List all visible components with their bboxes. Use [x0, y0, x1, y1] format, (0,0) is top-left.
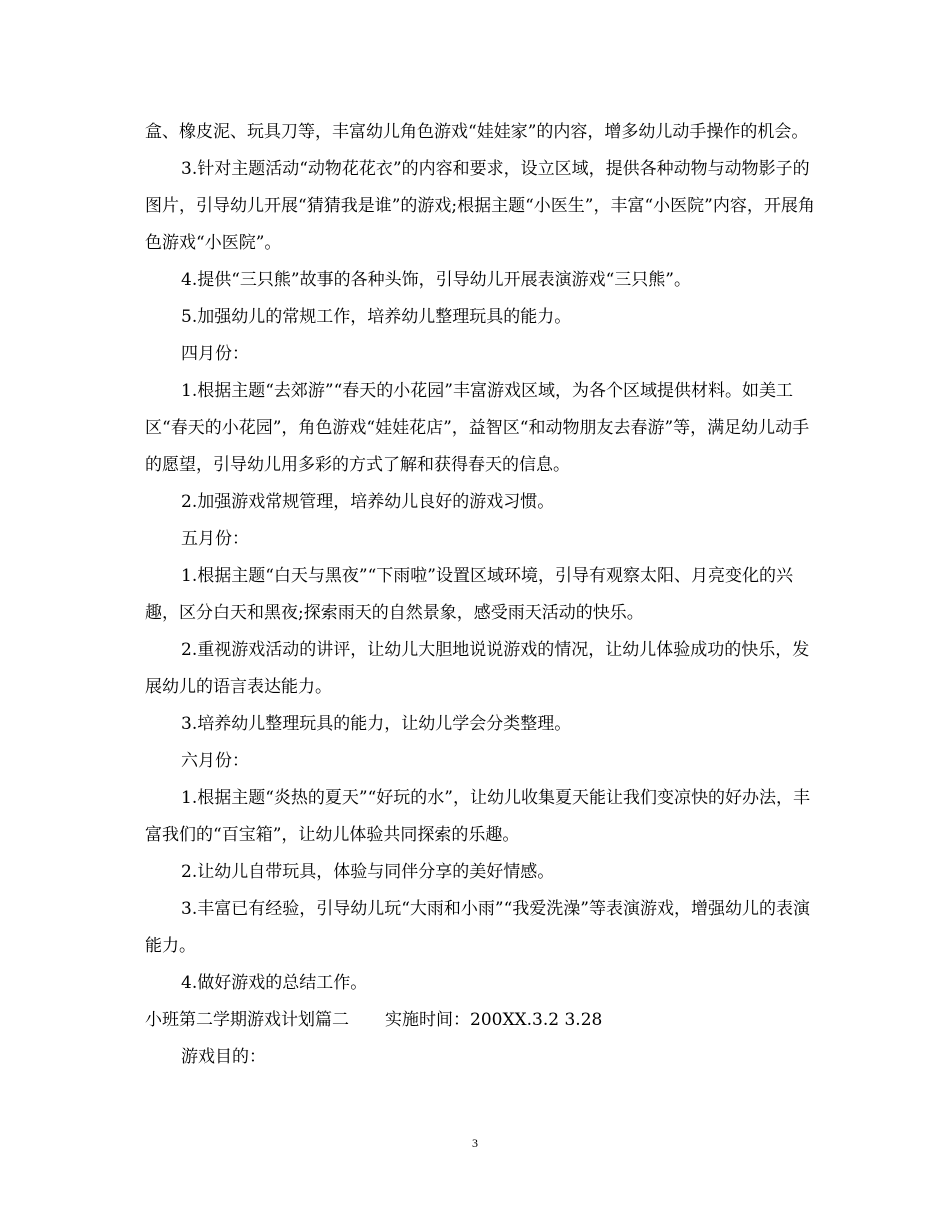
paragraph: 4.提供“三只熊”故事的各种头饰，引导幼儿开展表演游戏“三只熊”。	[181, 270, 691, 290]
paragraph: 1.根据主题“炎热的夏天”“好玩的水”，让幼儿收集夏天能让我们变凉快的好办法，丰富我们的“百宝箱”，让幼儿体验共同探索的乐趣。	[145, 788, 810, 845]
page-number: 3	[472, 1136, 478, 1150]
paragraph: 5.加强幼儿的常规工作，培养幼儿整理玩具的能力。	[181, 307, 572, 327]
paragraph: 2.重视游戏活动的讲评，让幼儿大胆地说说游戏的情况，让幼儿体验成功的快乐，发展幼儿的语言表达能力。	[145, 640, 810, 697]
paragraph: 1.根据主题“去郊游”“春天的小花园”丰富游戏区域，为各个区域提供材料。如美工区“春天的小花园”，角色游戏“娃娃花店”，益智区“和动物朋友去春游”等，满足幼儿动手的愿望，引导幼儿用多彩的方式了解和获得春天的信息。	[145, 381, 810, 475]
paragraph: 3.培养幼儿整理玩具的能力，让幼儿学会分类整理。	[181, 714, 572, 734]
goal-label: 游戏目的：	[181, 1047, 266, 1067]
section-time: 实施时间：200XX.3.2 3.28	[385, 1010, 603, 1030]
paragraph: 4.做好游戏的总结工作。	[181, 973, 368, 993]
paragraph: 3.针对主题活动“动物花花衣”的内容和要求，设立区域，提供各种动物与动物影子的图片，引导幼儿开展“猜猜我是谁”的游戏;根据主题“小医生”，丰富“小医院”内容，开展角色游戏“小医院”。	[145, 159, 815, 253]
document-body	[145, 114, 815, 1076]
paragraph: 2.加强游戏常规管理，培养幼儿良好的游戏习惯。	[181, 492, 555, 512]
section-title: 小班第二学期游戏计划篇二	[145, 1010, 349, 1030]
month-heading-june: 六月份：	[181, 751, 249, 771]
paragraph: 盒、橡皮泥、玩具刀等，丰富幼儿角色游戏“娃娃家”的内容，增多幼儿动手操作的机会。	[145, 122, 809, 142]
month-heading-may: 五月份：	[181, 529, 249, 549]
month-heading-april: 四月份：	[181, 344, 249, 364]
paragraph: 2.让幼儿自带玩具，体验与同伴分享的美好情感。	[181, 862, 555, 882]
section-heading	[145, 1002, 815, 1039]
paragraph: 1.根据主题“白天与黑夜”“下雨啦”设置区域环境，引导有观察太阳、月亮变化的兴趣，区分白天和黑夜;探索雨天的自然景象，感受雨天活动的快乐。	[145, 566, 793, 623]
paragraph: 3.丰富已有经验，引导幼儿玩“大雨和小雨”“我爱洗澡”等表演游戏，增强幼儿的表演能力。	[145, 899, 810, 956]
